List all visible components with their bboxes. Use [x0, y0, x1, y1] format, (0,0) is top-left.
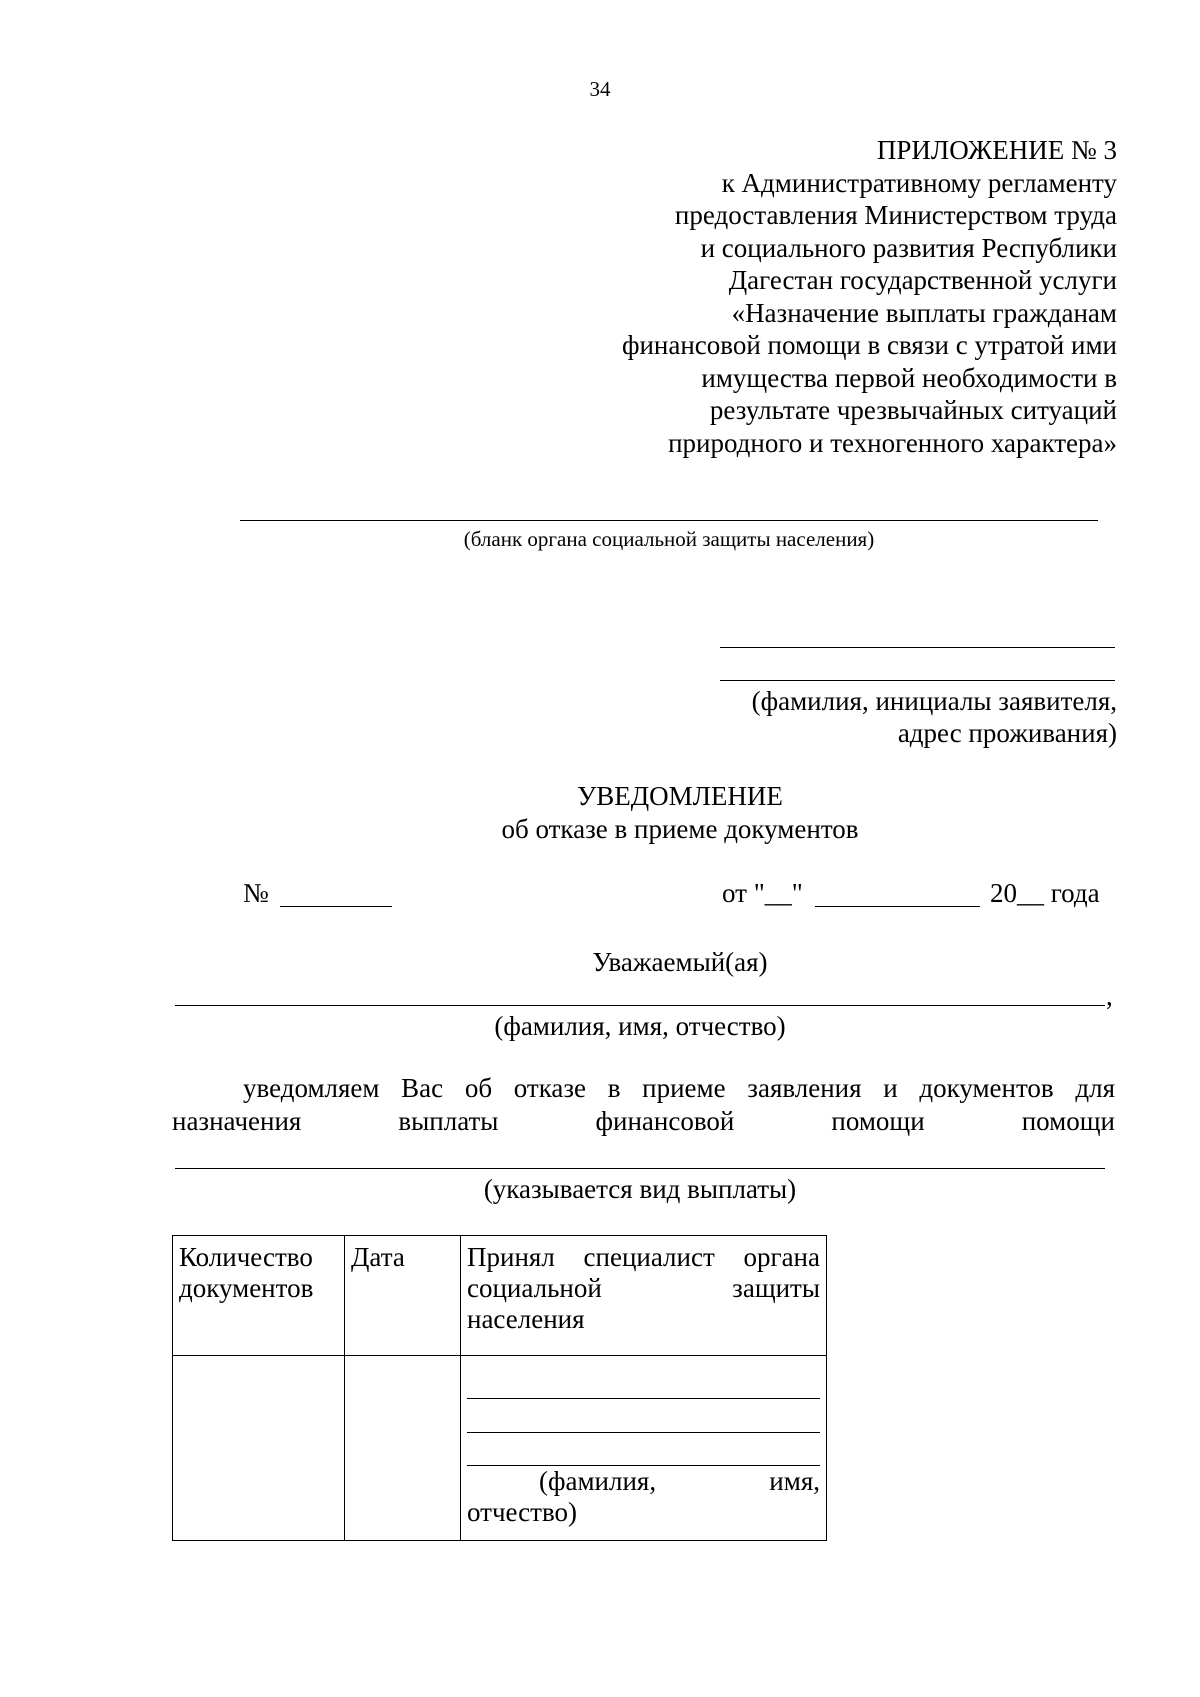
appendix-line: ПРИЛОЖЕНИЕ № 3 [876, 135, 1117, 165]
signature-lines [467, 1362, 820, 1466]
header-count: Количество документов [173, 1236, 345, 1356]
appendix-line: природного и техногенного характера» [668, 427, 1117, 458]
cell-specialist[interactable] [461, 1356, 827, 1541]
notice-title: УВЕДОМЛЕНИЕ [577, 781, 783, 811]
signature-line [467, 1432, 820, 1433]
appendix-line: финансовой помощи в связи с утратой ими [621, 330, 1117, 360]
salutation: Уважаемый(ая) [592, 947, 768, 977]
cell-date[interactable] [345, 1356, 461, 1541]
addressee-line-1 [720, 647, 1115, 648]
appendix-line: результате чрезвычайных ситуаций [709, 395, 1117, 425]
notice-date-prefix: от "__" [722, 878, 803, 908]
header-specialist: Принял специалист органа социальной защиты населения [461, 1236, 827, 1356]
body-text-line-2: назначения выплаты финансовой помощи помощи [172, 1106, 1115, 1136]
appendix-header [417, 134, 1117, 459]
appendix-line: к Административному регламенту [721, 167, 1117, 198]
notice-number-line [280, 906, 392, 907]
addressee-caption [617, 685, 1117, 749]
header-date: Дата [345, 1236, 461, 1356]
payment-type-caption: (указывается вид выплаты) [483, 1174, 797, 1204]
addressee-caption-line: (фамилия, инициалы заявителя, [751, 686, 1117, 716]
notice-subtitle: об отказе в приеме документов [501, 814, 859, 844]
signature-line [467, 1465, 820, 1466]
recipient-name-comma: , [1106, 981, 1113, 1011]
appendix-line: имущества первой необходимости в [701, 362, 1117, 393]
recipient-name-line [175, 1005, 1105, 1006]
table-row [173, 1356, 827, 1541]
signature-caption-word: (фамилия, [539, 1466, 657, 1496]
cell-count[interactable] [173, 1356, 345, 1541]
blank-caption: (бланк органа социальной защиты населения) [463, 527, 875, 551]
recipient-name-caption: (фамилия, имя, отчество) [494, 1011, 786, 1041]
appendix-line: предоставления Министерством труда [674, 200, 1117, 230]
notice-date-month-line [815, 906, 980, 907]
addressee-line-2 [720, 680, 1115, 681]
receipt-table [172, 1235, 827, 1541]
payment-type-line [175, 1168, 1105, 1169]
signature-caption [467, 1466, 820, 1497]
body-text-line-1: уведомляем Вас об отказе в приеме заявления и документов для [243, 1073, 1115, 1103]
table-header-row [173, 1236, 827, 1356]
appendix-line: и социального развития Республики [700, 232, 1117, 263]
signature-line [467, 1398, 820, 1399]
page-number: 34 [589, 77, 611, 101]
addressee-caption-line: адрес проживания) [897, 718, 1117, 748]
signature-caption-word: имя, [769, 1466, 820, 1496]
appendix-line: «Назначение выплаты гражданам [731, 297, 1117, 328]
appendix-line: Дагестан государственной услуги [728, 265, 1117, 295]
signature-caption-word: отчество) [467, 1497, 578, 1527]
notice-number-label: № [243, 878, 269, 908]
notice-date-year: 20__ года [990, 878, 1100, 908]
blank-header-line [240, 520, 1098, 521]
